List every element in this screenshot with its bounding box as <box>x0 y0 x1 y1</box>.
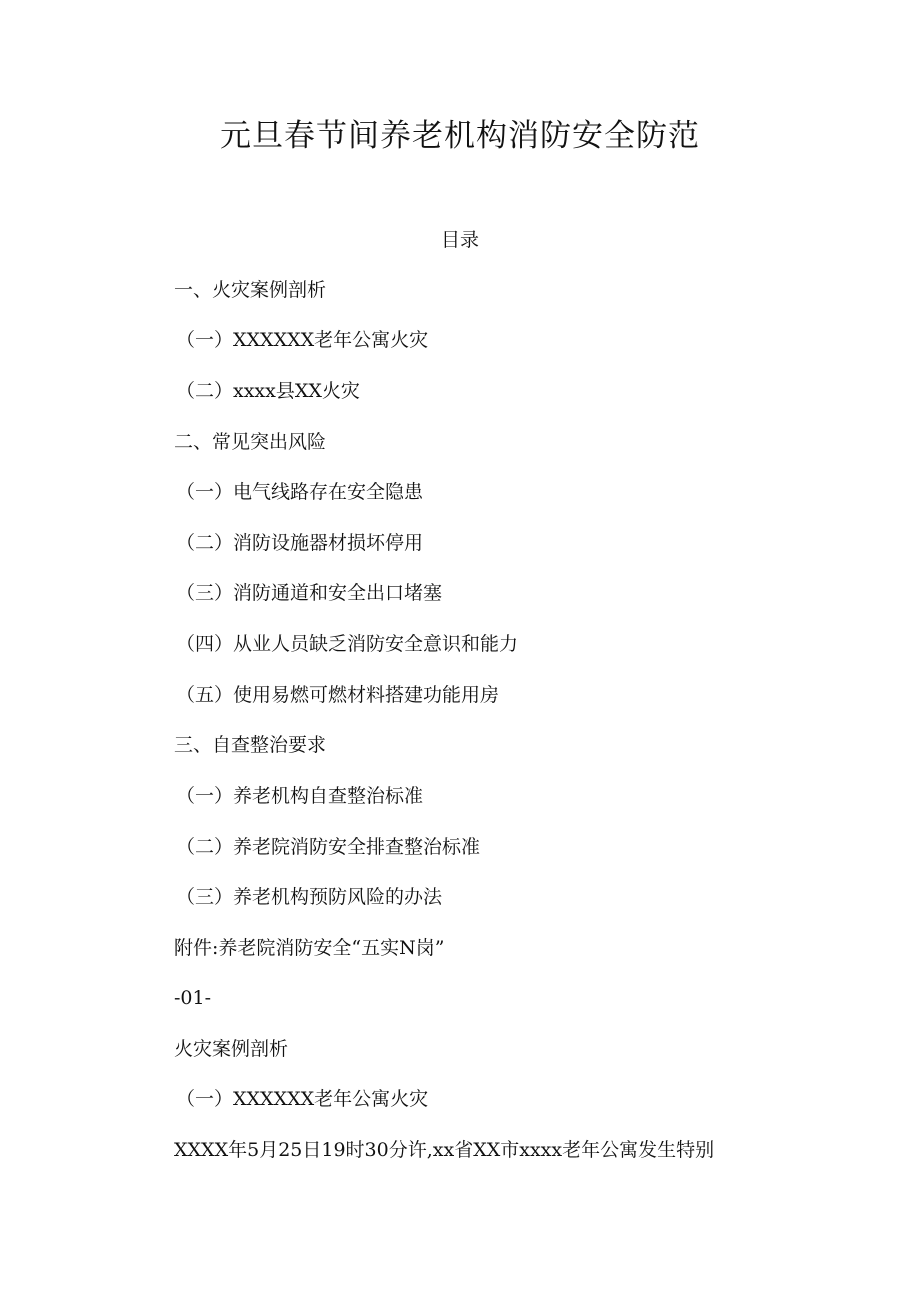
toc-item: （四）从业人员缺乏消防安全意识和能力 <box>176 633 519 655</box>
toc-item: （三）养老机构预防风险的办法 <box>176 886 443 908</box>
toc-item: （五）使用易燃可燃材料搭建功能用房 <box>176 684 500 706</box>
toc-heading: 目录 <box>440 229 479 251</box>
toc-item: （三）消防通道和安全出口堵塞 <box>176 582 443 604</box>
section-heading: 火灾案例剖析 <box>174 1038 289 1060</box>
section-marker: -01- <box>174 987 212 1009</box>
toc-item: （一）养老机构自查整治标准 <box>176 785 424 807</box>
toc-item: 二、常见突出风险 <box>174 431 327 453</box>
toc-item: （一）电气线路存在安全隐患 <box>176 481 424 503</box>
toc-item: 三、自查整治要求 <box>174 734 327 756</box>
toc-item: 附件:养老院消防安全“五实N岗” <box>174 937 445 959</box>
subsection-heading: （一）XXXXXX老年公寓火灾 <box>176 1088 429 1110</box>
toc-item: （一）XXXXXX老年公寓火灾 <box>176 329 429 351</box>
toc-item: （二）xxxx县XX火灾 <box>176 380 360 402</box>
page-title: 元旦春节间养老机构消防安全防范 <box>220 118 700 154</box>
toc-item: （二）养老院消防安全排查整治标准 <box>176 836 481 858</box>
body-paragraph: XXXX年5月25日19时30分许,xx省XX市xxxx老年公寓发生特别 <box>174 1139 715 1161</box>
toc-item: （二）消防设施器材损坏停用 <box>176 532 424 554</box>
toc-item: 一、火灾案例剖析 <box>174 279 327 301</box>
